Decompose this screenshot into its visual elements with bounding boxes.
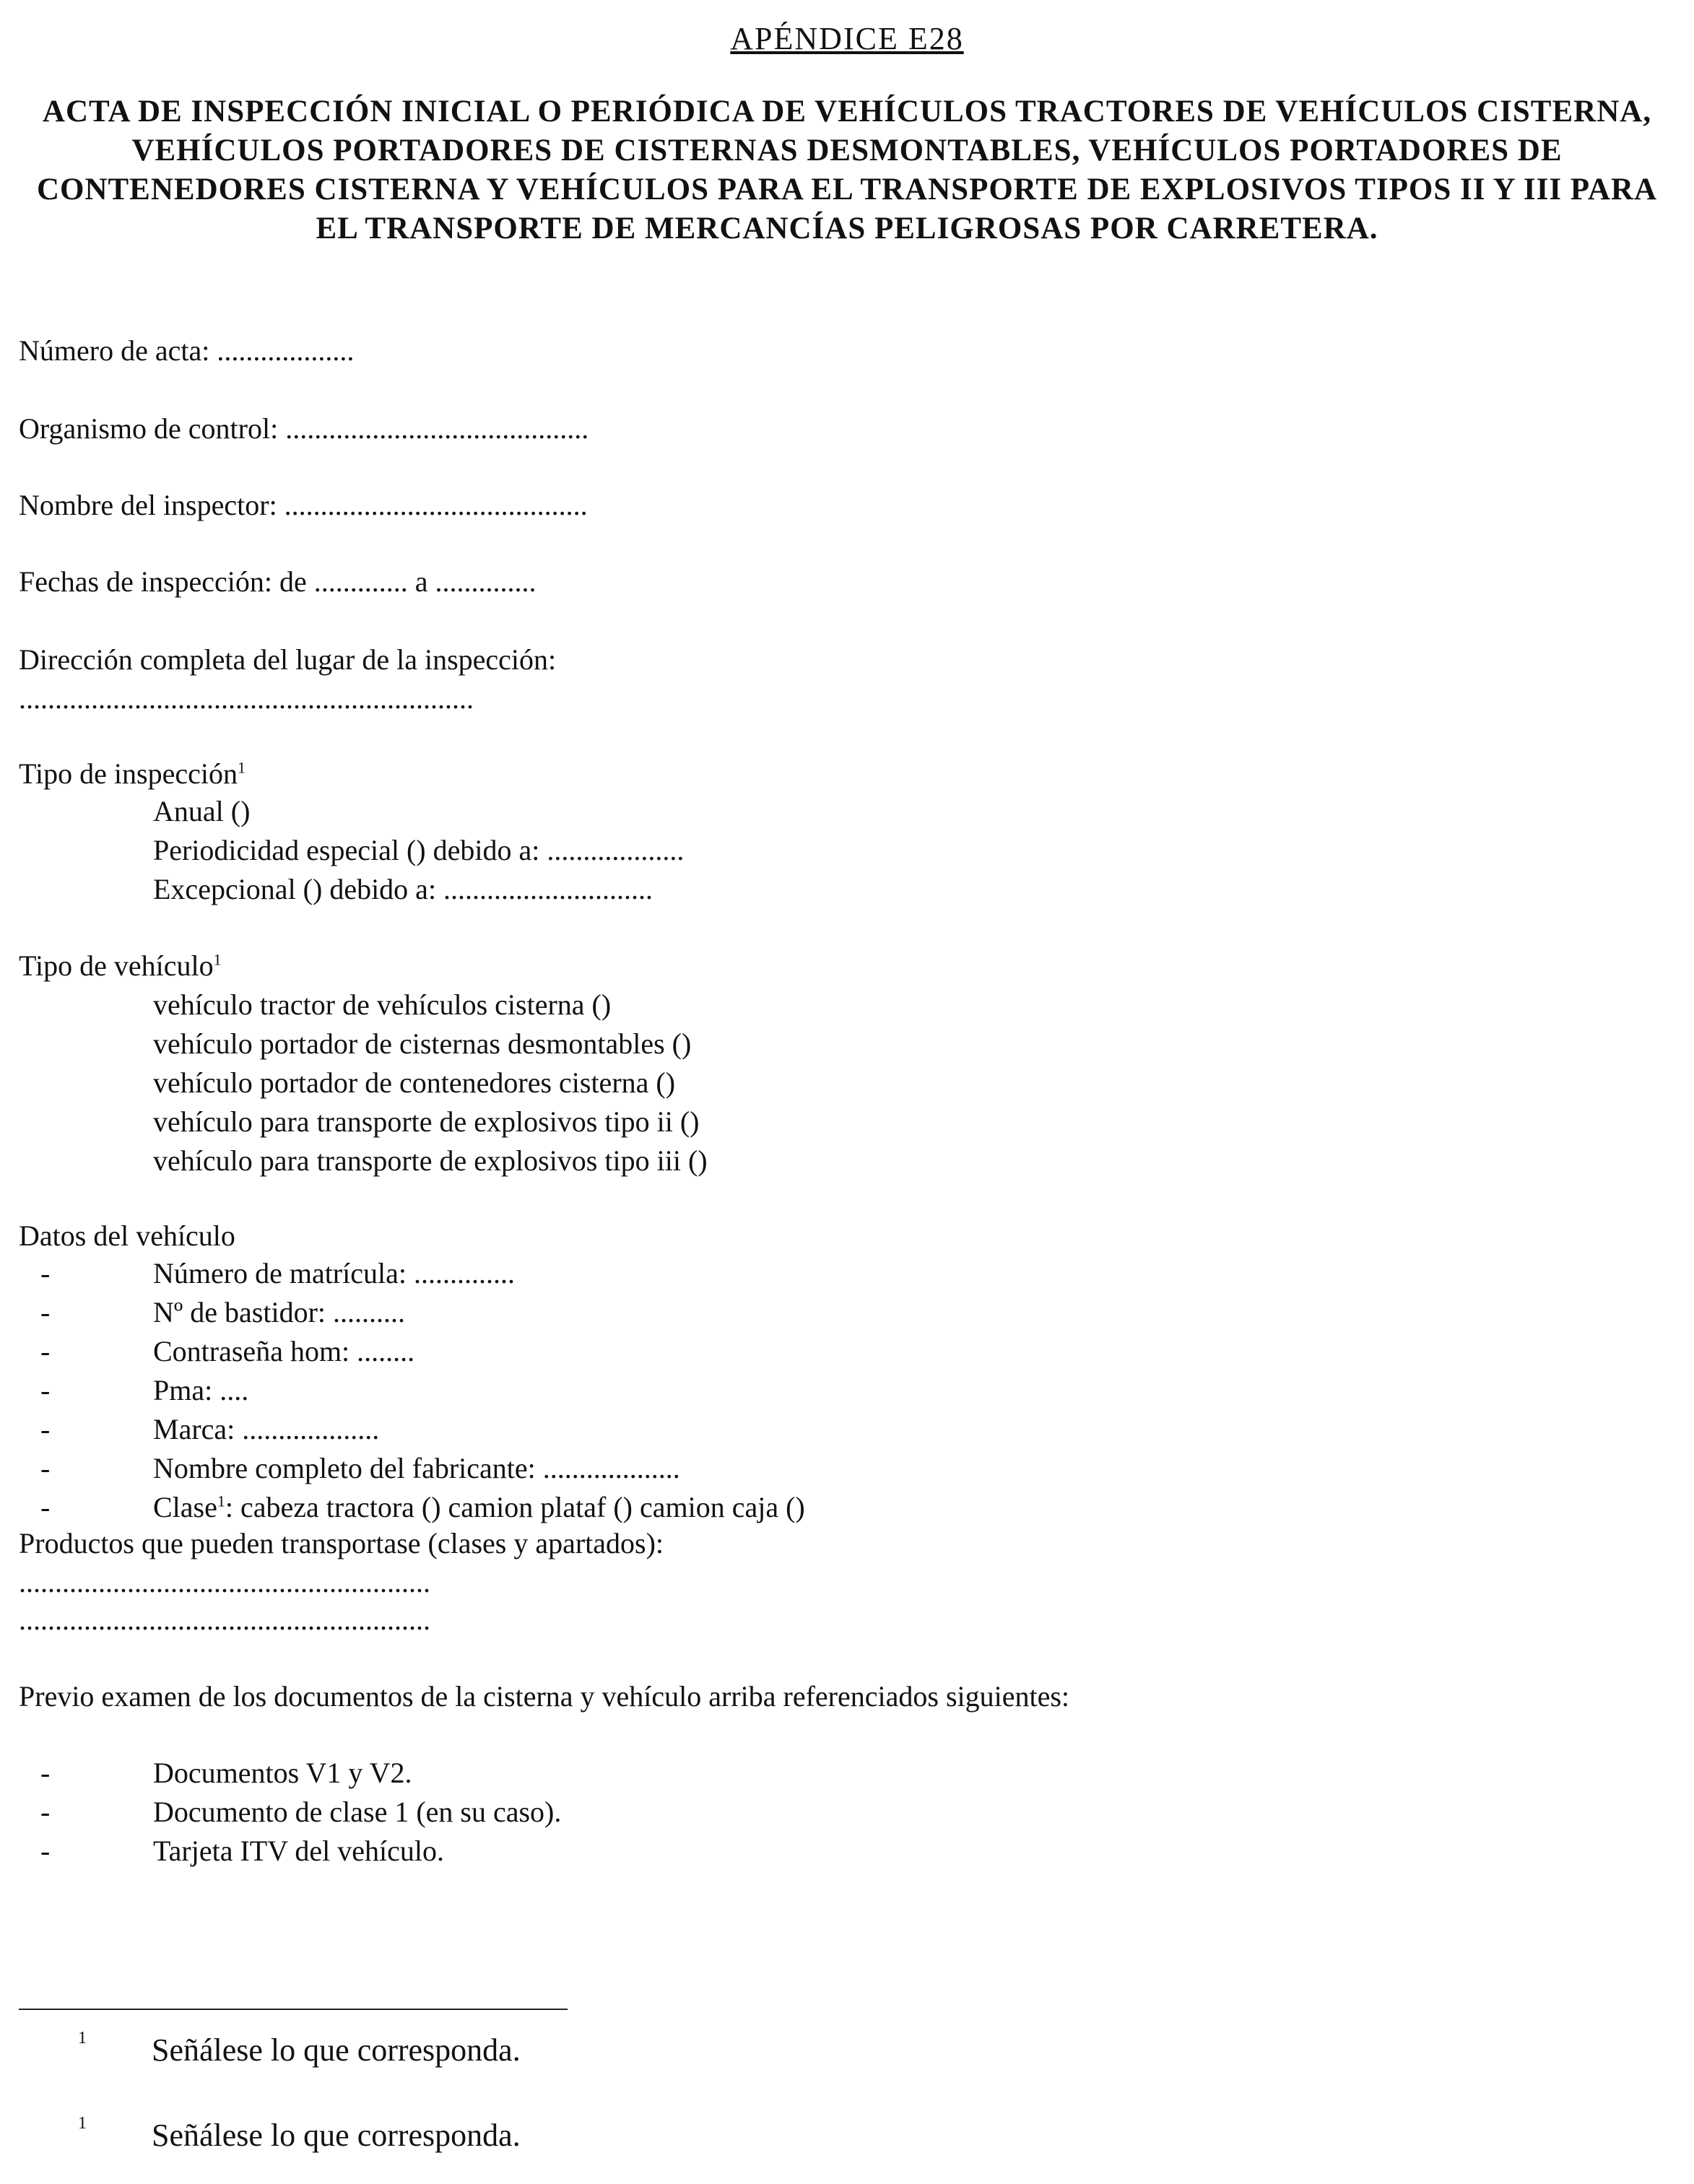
- inspeccion-option-periodicidad: Periodicidad especial () debido a: ...................: [153, 834, 685, 866]
- previo-label: Previo examen de los documentos de la cisterna y vehículo arriba referenciados siguientes:: [19, 1680, 1070, 1713]
- field-numero-acta: Número de acta: ...................: [19, 334, 355, 367]
- productos-label: Productos que pueden transportase (clases y apartados):: [19, 1527, 664, 1559]
- list-dash: -: [40, 1257, 51, 1289]
- footnote-divider: [19, 2009, 568, 2010]
- documento-item: Tarjeta ITV del vehículo.: [153, 1835, 444, 1867]
- list-dash: -: [40, 1374, 51, 1406]
- tipo-vehiculo-label: Tipo de vehículo: [19, 949, 214, 982]
- list-dash: -: [40, 1335, 51, 1367]
- clase-prefix: Clase: [153, 1491, 217, 1523]
- inspeccion-option-anual: Anual (): [153, 795, 251, 827]
- vehiculo-option: vehículo portador de cisternas desmontables (): [153, 1027, 692, 1060]
- list-dash: -: [40, 1452, 51, 1484]
- productos-line-2: .........................................................: [19, 1604, 430, 1636]
- dato-clase: [153, 1490, 805, 1525]
- field-direccion-value: ...............................................................: [19, 682, 474, 715]
- appendix-heading: APÉNDICE E28: [730, 21, 964, 56]
- documento-item: Documentos V1 y V2.: [153, 1757, 412, 1789]
- dato-fabricante: Nombre completo del fabricante: ...................: [153, 1452, 680, 1484]
- footnote-ref: 1: [237, 758, 246, 777]
- footnote-text: Señálese lo que corresponda.: [152, 2032, 521, 2068]
- dato-pma: Pma: ....: [153, 1374, 249, 1406]
- tipo-inspeccion-label: Tipo de inspección: [19, 757, 238, 790]
- vehiculo-option: vehículo para transporte de explosivos tipo iii (): [153, 1144, 708, 1177]
- vehiculo-option: vehículo para transporte de explosivos tipo ii (): [153, 1105, 700, 1138]
- document-title: ACTA DE INSPECCIÓN INICIAL O PERIÓDICA DE VEHÍCULOS TRACTORES DE VEHÍCULOS CISTERNA, VEHÍCULOS PORTADORES DE CISTERNAS DESMONTABLES, VEHÍCULOS PORTADORES DE CONTENEDORES CISTERNA Y VEHÍCULOS PARA EL TRANSPORTE DE EXPLOSIVOS TIPOS II Y III PARA EL TRANSPORTE DE MERCANCÍAS PELIGROSAS POR CARRETERA.: [36, 95, 1658, 245]
- tipo-vehiculo-heading: [19, 949, 222, 983]
- vehiculo-option: vehículo portador de contenedores cisterna (): [153, 1066, 676, 1099]
- field-inspector: Nombre del inspector: ..........................................: [19, 489, 588, 521]
- field-fechas: Fechas de inspección: de ............. a ..............: [19, 565, 537, 598]
- productos-line-1: .........................................................: [19, 1566, 430, 1598]
- list-dash: -: [40, 1491, 51, 1523]
- footnote-ref: 1: [213, 950, 222, 969]
- list-dash: -: [40, 1835, 51, 1867]
- vehiculo-option: vehículo tractor de vehículos cisterna (): [153, 988, 612, 1021]
- field-organismo: Organismo de control: ..........................................: [19, 412, 589, 445]
- list-dash: -: [40, 1296, 51, 1328]
- clase-colon: :: [225, 1491, 233, 1523]
- footnote-mark: 1: [78, 2029, 87, 2048]
- list-dash: -: [40, 1413, 51, 1445]
- dato-contrasena: Contraseña hom: ........: [153, 1335, 415, 1367]
- footnote-mark: 1: [78, 2114, 87, 2133]
- datos-vehiculo-label: Datos del vehículo: [19, 1219, 235, 1252]
- field-direccion-label: Dirección completa del lugar de la inspección:: [19, 643, 557, 676]
- tipo-inspeccion-heading: [19, 757, 246, 791]
- list-dash: -: [40, 1757, 51, 1789]
- dato-matricula: Número de matrícula: ..............: [153, 1257, 515, 1289]
- dato-marca: Marca: ...................: [153, 1413, 380, 1445]
- footnote-text: Señálese lo que corresponda.: [152, 2118, 521, 2153]
- dato-bastidor: Nº de bastidor: ..........: [153, 1296, 406, 1328]
- list-dash: -: [40, 1796, 51, 1828]
- inspeccion-option-excepcional: Excepcional () debido a: .............................: [153, 873, 653, 905]
- documento-item: Documento de clase 1 (en su caso).: [153, 1796, 562, 1828]
- clase-options: cabeza tractora () camion plataf () camion caja (): [240, 1491, 805, 1523]
- footnote-ref: 1: [217, 1492, 225, 1510]
